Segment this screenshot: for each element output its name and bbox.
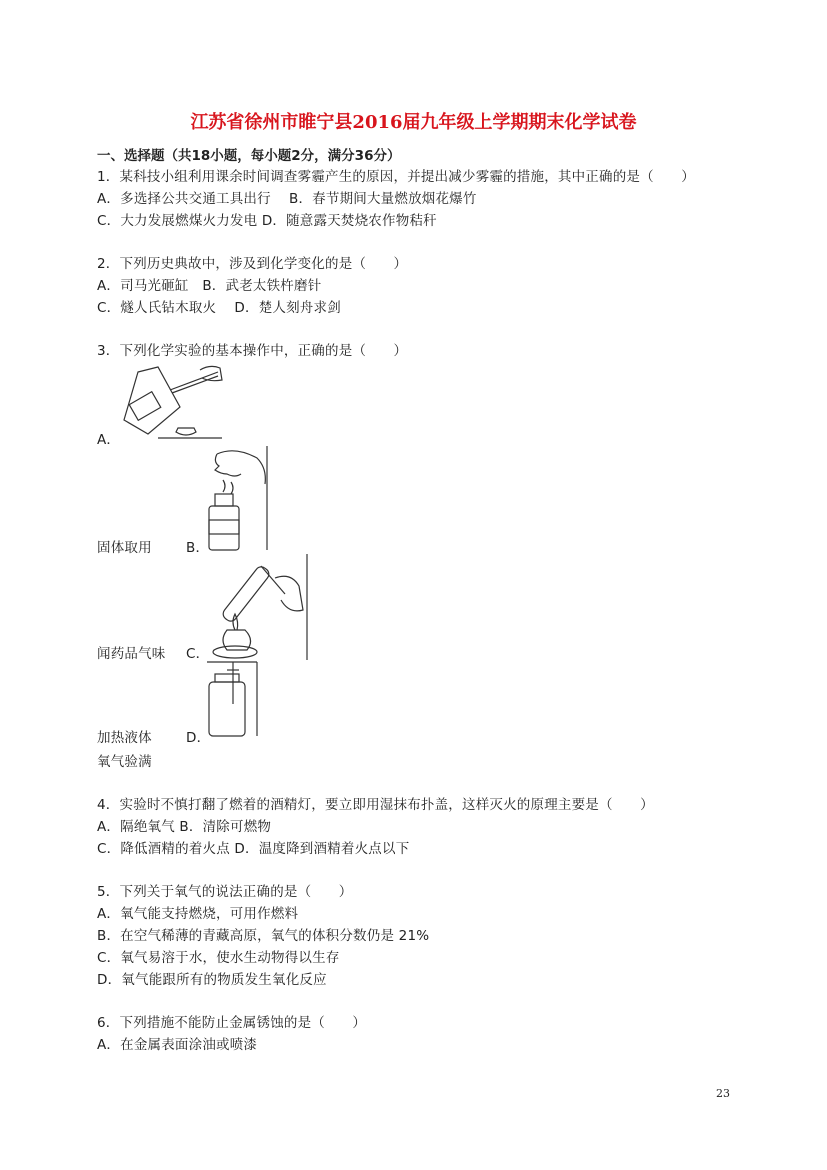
q4-options-cd: C．降低酒精的着火点 D．温度降到酒精着火点以下 [97, 841, 410, 857]
heating-liquid-figure [205, 552, 311, 662]
smelling-figure [205, 444, 271, 552]
q3-caption-a: 固体取用 [97, 540, 152, 556]
q6-option-a: A．在金属表面涂油或喷漆 [97, 1037, 258, 1053]
q3-stem: 3．下列化学实验的基本操作中，正确的是（ ） [97, 343, 408, 359]
page-number: 23 [716, 1087, 730, 1100]
exam-title: 江苏省徐州市睢宁县2016届九年级上学期期末化学试卷 [190, 112, 637, 133]
q5-option-d: D．氧气能跟所有的物质发生氧化反应 [97, 972, 327, 988]
q1-options-ab: A．多选择公共交通工具出行 B．春节期间大量燃放烟花爆竹 [97, 191, 477, 207]
q4-stem: 4．实验时不慎打翻了燃着的酒精灯，要立即用湿抹布扑盖，这样灭火的原理主要是（ ） [97, 797, 654, 813]
q6-stem: 6．下列措施不能防止金属锈蚀的是（ ） [97, 1015, 367, 1031]
q3-label-a: A． [97, 432, 121, 448]
q3-label-b: B． [186, 540, 210, 556]
oxygen-test-figure [205, 660, 261, 738]
q5-option-b: B．在空气稀薄的青藏高原，氧气的体积分数仍是 21% [97, 928, 430, 944]
q5-option-a: A．氧气能支持燃烧，可用作燃料 [97, 906, 299, 922]
q4-options-ab: A．隔绝氧气 B．清除可燃物 [97, 819, 272, 835]
q3-label-c: C． [186, 646, 210, 662]
q1-options-cd: C．大力发展燃煤火力发电 D．随意露天焚烧农作物秸秆 [97, 213, 437, 229]
q3-label-d: D． [186, 730, 211, 746]
q2-options-ab: A．司马光砸缸 B．武老太铁杵磨针 [97, 278, 322, 294]
q2-options-cd: C．燧人氏钻木取火 D．楚人刻舟求剑 [97, 300, 341, 316]
q1-stem: 1．某科技小组利用课余时间调查雾霾产生的原因，并提出减少雾霾的措施，其中正确的是（ ） [97, 169, 695, 185]
section-heading: 一、选择题（共18小题，每小题2分，满分36分） [97, 148, 401, 164]
q3-caption-c: 加热液体 [97, 730, 152, 746]
solid-sampling-figure [118, 362, 226, 440]
q3-caption-b: 闻药品气味 [97, 646, 166, 662]
q5-stem: 5．下列关于氧气的说法正确的是（ ） [97, 884, 353, 900]
q2-stem: 2．下列历史典故中，涉及到化学变化的是（ ） [97, 256, 408, 272]
q3-caption-d: 氧气验满 [97, 754, 152, 770]
q5-option-c: C．氧气易溶于水，使水生动物得以生存 [97, 950, 340, 966]
